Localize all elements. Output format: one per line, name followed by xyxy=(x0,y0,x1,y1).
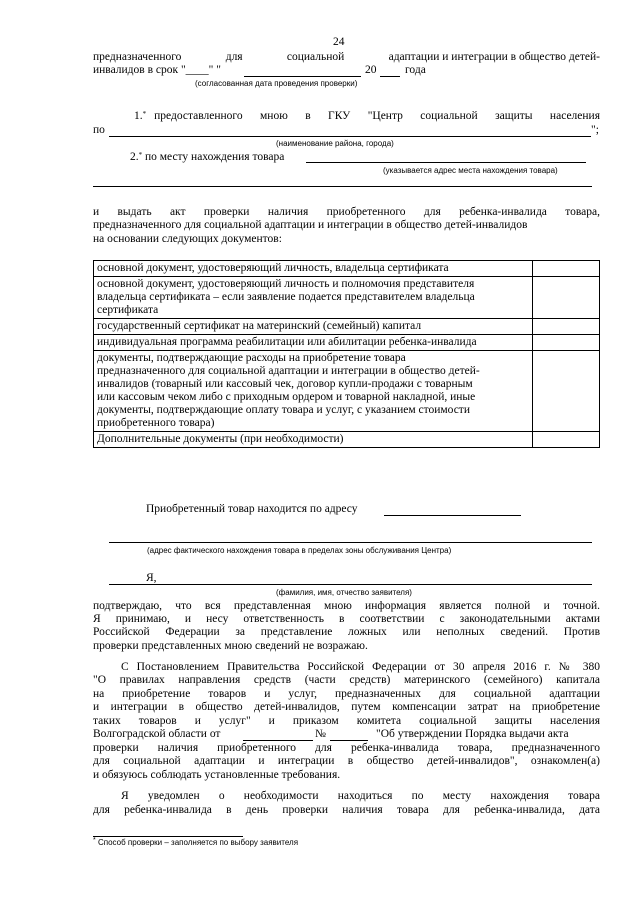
decree-line-1: С Постановлением Правительства Российской Федерации от 30 апреля 2016 г. № 380 xyxy=(121,661,600,673)
decree-line-4: и интеграции в общество детей-инвалидов, путем компенсации затрат на приобретение xyxy=(93,701,600,713)
document-name-line: документы, подтверждающие расходы на приобретение товара xyxy=(97,352,406,364)
header-line-1 xyxy=(93,51,600,64)
document-name-line: документы, подтверждающие оплату товара и услуг, с указанием стоимости xyxy=(97,404,470,416)
document-name-cell xyxy=(94,351,533,432)
page-number: 24 xyxy=(333,36,345,48)
option-1-line xyxy=(134,110,600,123)
notice-line-2: для ребенка-инвалида в день проверки наличия товара для ребенка-инвалида, дата xyxy=(93,804,600,816)
header-word-4: адаптации и интеграции в общество детей- xyxy=(388,51,600,63)
intro-line-3: на основании следующих документов: xyxy=(93,233,282,245)
decree-line-6-c: "Об утверждении Порядка выдачи акта xyxy=(376,728,569,740)
footnote xyxy=(93,838,298,848)
intro-line-1: и выдать акт проверки наличия приобретенного для ребенка-инвалида товара, xyxy=(93,206,600,218)
document-name-line: основной документ, удостоверяющий личность и полномочия представителя xyxy=(97,278,475,290)
document-row xyxy=(94,335,600,351)
document-name-cell xyxy=(94,335,533,351)
footnote-rule xyxy=(93,836,243,837)
option-1-suffix: "; xyxy=(591,124,599,136)
intro-line-2: предназначенного для социальной адаптации и интеграции в общество детей-инвалидов xyxy=(93,219,528,231)
document-row xyxy=(94,261,600,277)
document-name-line: инвалидов (товарный или кассовый чек, договор купли-продажи с товарным xyxy=(97,378,473,390)
document-name-line: владельца сертификата – если заявление подается представителем владельца xyxy=(97,291,475,303)
year-word: года xyxy=(405,64,426,76)
applicant-name-field-line[interactable] xyxy=(109,584,592,585)
goods-address-caption: (указывается адрес места нахождения товара) xyxy=(383,166,558,175)
option-1-text: предоставленного мною в ГКУ "Центр социальной защиты населения xyxy=(154,110,600,122)
option-2-line xyxy=(130,151,284,164)
document-check-cell[interactable] xyxy=(533,261,600,277)
confirm-line-1: подтверждаю, что вся представленная мною информация является полной и точной. xyxy=(93,600,600,612)
order-number-field-line[interactable] xyxy=(330,740,368,741)
decree-line-5: таких товаров и услуг" и приказом комитета социальной защиты населения xyxy=(93,715,600,727)
document-name-line: основной документ, удостоверяющий личность, владельца сертификата xyxy=(97,262,449,274)
location-field-line[interactable] xyxy=(384,515,521,516)
year-prefix: 20 xyxy=(365,64,377,76)
goods-address-field-line[interactable] xyxy=(306,162,586,163)
document-name-cell xyxy=(94,261,533,277)
document-row xyxy=(94,319,600,335)
footnote-star: * xyxy=(93,837,96,844)
decree-line-6-a: Волгоградской области от xyxy=(93,728,221,740)
document-name-line: государственный сертификат на материнский (семейный) капитал xyxy=(97,320,422,332)
document-check-cell[interactable] xyxy=(533,319,600,335)
decree-line-9: и обязуюсь соблюдать установленные требования. xyxy=(93,769,341,781)
document-row xyxy=(94,277,600,319)
document-name-cell xyxy=(94,432,533,448)
document-name-line: индивидуальная программа реабилитации или абилитации ребенка-инвалида xyxy=(97,336,477,348)
confirm-line-2: Я принимаю, и несу ответственность в соответствии с законодательными актами xyxy=(93,613,600,625)
decree-line-6-b: № xyxy=(315,728,326,740)
document-name-line: сертификата xyxy=(97,304,159,316)
document-check-cell[interactable] xyxy=(533,277,600,319)
document-name-line: предназначенного для социальной адаптации и интеграции в общество детей- xyxy=(97,365,480,377)
order-date-field-line[interactable] xyxy=(243,740,313,741)
document-name-line: Дополнительные документы (при необходимости) xyxy=(97,433,344,445)
confirm-line-4: проверки представленных мною сведений не возражаю. xyxy=(93,640,368,652)
documents-table xyxy=(93,260,600,448)
header-line-2 xyxy=(93,64,221,77)
option-1-prefix: по xyxy=(93,124,105,136)
document-check-cell[interactable] xyxy=(533,335,600,351)
document-name-line: приобретенного товара) xyxy=(97,417,215,429)
document-check-cell[interactable] xyxy=(533,351,600,432)
decree-line-2: "О правилах направления средств (части средств) материнского (семейного) капитала xyxy=(93,674,600,686)
year-field-line[interactable] xyxy=(380,76,400,77)
header-word-2: для xyxy=(225,51,243,63)
document-name-line: или кассовым чеком либо с приходным ордером и товарной накладной, иные xyxy=(97,391,476,403)
applicant-name-caption: (фамилия, имя, отчество заявителя) xyxy=(276,588,412,597)
decree-line-7: проверки наличия приобретенного для ребенка-инвалида товара, предназначенного xyxy=(93,742,600,754)
document-row xyxy=(94,351,600,432)
date-caption: (согласованная дата проведения проверки) xyxy=(195,79,358,88)
confirm-line-3: Российской Федерации за представление ложных или неполных сведений. Против xyxy=(93,626,600,638)
document-check-cell[interactable] xyxy=(533,432,600,448)
district-field-line[interactable] xyxy=(109,136,591,137)
notice-line-1: Я уведомлен о необходимости находиться по месту нахождения товара xyxy=(121,790,600,802)
option-2-number: 2.* xyxy=(130,151,143,163)
footnote-text: Способ проверки – заполняется по выбору заявителя xyxy=(97,838,299,847)
month-field-line[interactable] xyxy=(244,76,361,77)
document-name-cell xyxy=(94,277,533,319)
document-row xyxy=(94,432,600,448)
option-2-text: по месту нахождения товара xyxy=(145,151,285,163)
decree-line-3: на приобретение товаров и услуг, предназначенных для социальной адаптации xyxy=(93,688,600,700)
location-label: Приобретенный товар находится по адресу xyxy=(146,503,358,515)
header-word-1: предназначенного xyxy=(93,51,182,63)
deadline-prefix: инвалидов в срок "____" " xyxy=(93,64,221,76)
document-name-cell xyxy=(94,319,533,335)
location-field-line-2[interactable] xyxy=(109,542,592,543)
header-word-3: социальной xyxy=(286,51,345,63)
location-caption: (адрес фактического нахождения товара в пределах зоны обслуживания Центра) xyxy=(147,546,452,555)
district-caption: (наименование района, города) xyxy=(276,139,394,148)
decree-line-8: для социальной адаптации и интеграции в общество детей-инвалидов", ознакомлен(а) xyxy=(93,755,600,767)
goods-address-field-line-2[interactable] xyxy=(93,186,592,187)
applicant-ya: Я, xyxy=(146,572,157,584)
option-1-number: 1.* xyxy=(134,110,147,122)
